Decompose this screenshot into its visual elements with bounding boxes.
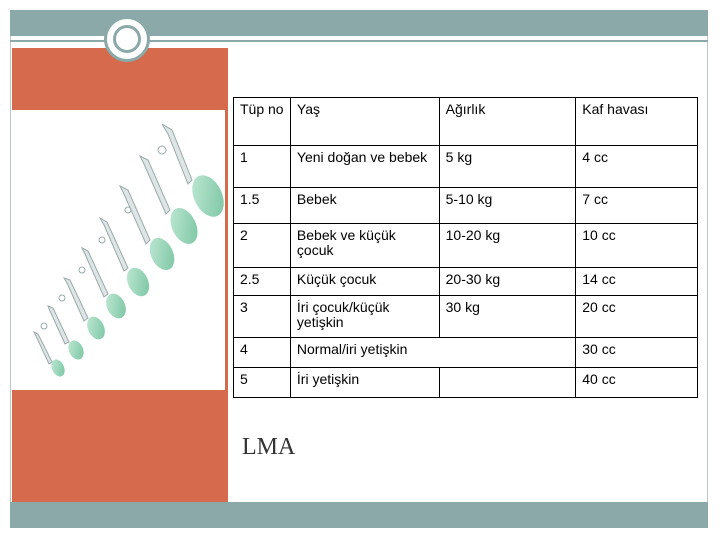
lma-devices-photo (12, 110, 225, 390)
table-cell: Bebek (290, 188, 439, 224)
table-row (234, 224, 698, 268)
table-row (234, 188, 698, 224)
table-cell: 30 cc (576, 338, 698, 368)
table-cell: 10 cc (576, 224, 698, 268)
table-row (234, 146, 698, 188)
table-cell: 5 kg (439, 146, 576, 188)
table-cell: Normal/iri yetişkin (290, 338, 439, 368)
table-cell: 30 kg (439, 296, 576, 338)
table-header-row (234, 98, 698, 146)
header-cell-cuff-air: Kaf havası (576, 98, 698, 146)
laryngeal-mask-airways-image (12, 110, 225, 390)
lma-caption: LMA (242, 434, 296, 460)
table-cell: 5-10 kg (439, 188, 576, 224)
table-row (234, 296, 698, 338)
table-cell: Bebek ve küçük çocuk (290, 224, 439, 268)
table-row (234, 338, 698, 368)
table-cell: 14 cc (576, 268, 698, 296)
table-cell: Yeni doğan ve bebek (290, 146, 439, 188)
table-cell (439, 338, 576, 368)
table-row (234, 368, 698, 398)
header-cell-tube-no: Tüp no (234, 98, 291, 146)
header-cell-weight: Ağırlık (439, 98, 576, 146)
table-cell: 20 cc (576, 296, 698, 338)
table-cell: İri çocuk/küçük yetişkin (290, 296, 439, 338)
table-cell: 2.5 (234, 268, 291, 296)
table-cell: 40 cc (576, 368, 698, 398)
table-cell: 3 (234, 296, 291, 338)
table-cell: İri yetişkin (290, 368, 439, 398)
table-cell: 4 cc (576, 146, 698, 188)
table-cell: 2 (234, 224, 291, 268)
table-cell: 10-20 kg (439, 224, 576, 268)
table-cell: 7 cc (576, 188, 698, 224)
bottom-band (10, 502, 708, 528)
table-cell (439, 368, 576, 398)
table-cell: 5 (234, 368, 291, 398)
table-cell: Küçük çocuk (290, 268, 439, 296)
table-row (234, 268, 698, 296)
header-cell-age: Yaş (290, 98, 439, 146)
table-cell: 1.5 (234, 188, 291, 224)
table-cell: 20-30 kg (439, 268, 576, 296)
table-cell: 4 (234, 338, 291, 368)
circle-ornament-icon (104, 16, 150, 62)
lma-size-table (233, 97, 698, 398)
table-cell: 1 (234, 146, 291, 188)
circle-ornament-inner (113, 25, 141, 53)
